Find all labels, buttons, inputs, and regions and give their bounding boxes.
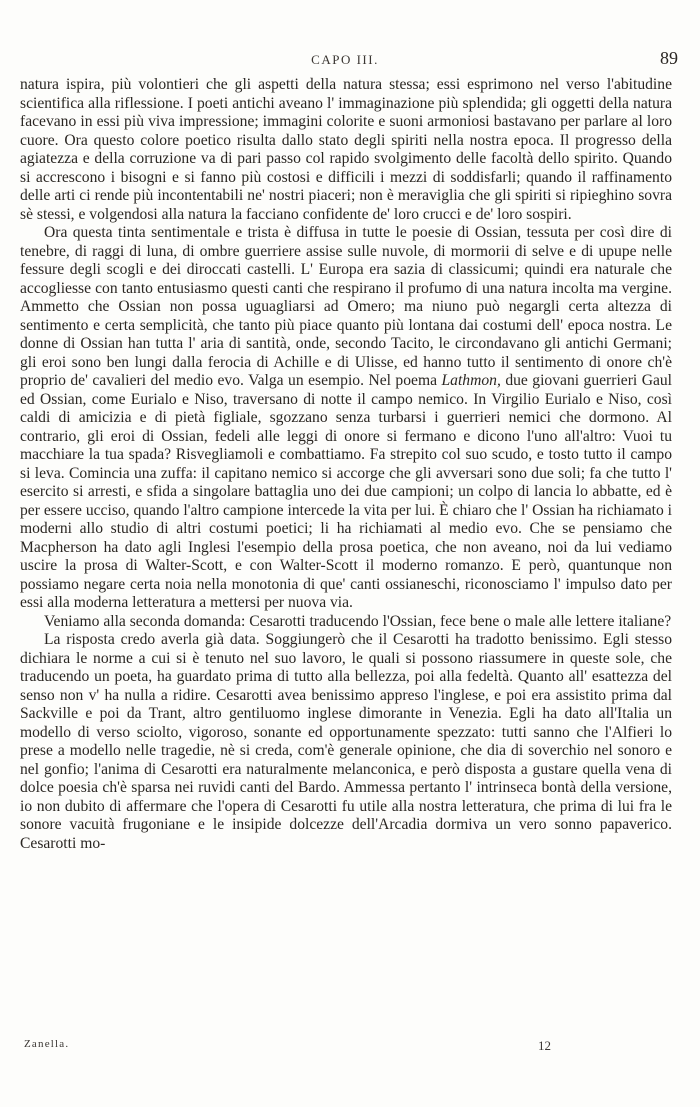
- paragraph-4: La risposta credo averla già data. Soggiungerò che il Cesarotti ha tradotto benissimo. Egli stesso dichiara le norme a cui si è tenuto nel suo lavoro, le quali si possono riassumere in queste sole, che traducendo un poeta, ha guardato prima di tutto alla bellezza, poi alla fedeltà. Quanto all' esattezza del senso non v' ha nulla a ridire. Cesarotti avea benissimo appreso l'inglese, e poi era assistito prima dal Sackville e poi da Trant, altro gentiluomo inglese dimorante in Venezia. Egli ha dato all'Italia un modello di verso sciolto, vigoroso, sonante ed opportunamente spezzato: tutti sanno che l'Alfieri lo prese a modello nelle tragedie, nè si creda, com'è generale opinione, che dia di soverchio nel sonoro e nel gonfio; l'anima di Cesarotti era naturalmente melanconica, e però disposta a gustare quella vena di dolce poesia ch'è sparsa nei ruvidi canti del Bardo. Ammessa pertanto l' intrinseca bontà della versione, io non dubito di affermare che l'opera di Cesarotti fu utile alla nostra letteratura, che prima di lui fra le sonore vacuità frugoniane e le insipide dolcezze dell'Arcadia dormiva un vero sonno papaverico. Cesarotti mo-: [20, 631, 672, 852]
- paragraph-1: natura ispira, più volontieri che gli aspetti della natura stessa; essi esprimono nel verso l'abitudine scientifica alla riflessione. I poeti antichi aveano l' immaginazione più splendida; gli oggetti della natura facevano in essi più viva impressione; immagini colorite e suoni armoniosi bastavano per parlare al loro cuore. Ora questo colore poetico risulta dallo stato degli spiriti nella nostra epoca. Il progresso della agiatezza e della corruzione va di pari passo col rapido svolgimento delle facoltà dello spirito. Quando si accrescono i bisogni e si fanno più costosi e difficili i mezzi di soddisfarli; quando il raffinamento delle arti ci rende più incontentabili ne' nostri piaceri; non è meraviglia che gli spiriti si ripieghino sovra sè stessi, e volgendosi alla natura la facciano confidente de' loro crucci e de' loro sospiri.: [20, 76, 672, 223]
- page-footer: [24, 1038, 654, 1058]
- paragraph-2-text-b: due giovani guerrieri Gaul ed Ossian, come Eurialo e Niso, traversano di notte il campo nemico. In Virgilio Eurialo e Niso, così caldi di amicizia e di pietà figliale, sgozzano senza turbarsi i guerrieri nemici che dormono. Al contrario, gli eroi di Ossian, fedeli alle leggi di onore si fermano e dicono l'uno all'altro: Vuoi tu macchiare la tua spada? Risvegliamoli e combattiamo. Fa strepito col suo scudo, e tosto tutto il campo si leva. Comincia una zuffa: il capitano nemico si accorge che gli avversari sono due soli; fa che tutto l' esercito si arresti, e sfida a singolare battaglia uno dei due campioni; un colpo di lancia lo abbatte, ed è per essere ucciso, quando l'altro campione intercede la vita per lui. È chiaro che l' Ossian ha richiamato i moderni allo studio di altri costumi poetici; li ha richiamati al medio evo. Che se pensiamo che Macpherson ha dato agli Inglesi l'esempio della prosa poetica, che non aveano, noi da lui vediamo uscire la prosa di Walter-Scott, e con Walter-Scott il moderno romanzo. E però, quantunque non possiamo negare certa noia nella monotonia di que' canti ossianeschi, riconosciamo l' impulso dato per essi alla moderna letteratura a mettersi per nuova via.: [20, 372, 673, 611]
- paragraph-2: [20, 224, 672, 613]
- page-number: 89: [660, 48, 678, 68]
- sheet-number: 12: [538, 1038, 551, 1053]
- paragraph-3: Veniamo alla seconda domanda: Cesarotti traducendo l'Ossian, fece bene o male alle lettere italiane?: [44, 612, 672, 630]
- running-head: [20, 48, 678, 72]
- chapter-title: CAPO III.: [311, 52, 379, 67]
- printer-signature: Zanella.: [24, 1038, 70, 1050]
- poem-title-italic: Lathmon,: [441, 372, 501, 389]
- body-text: [20, 76, 672, 853]
- paragraph-2-text-a: Ora questa tinta sentimentale e trista è diffusa in tutte le poesie di Ossian, tessuta per così dire di tenebre, di raggi di luna, di ombre guerriere assise sulle nuvole, di mormorii di selve e di upupe nelle fessure degli scogli e dei diroccati castelli. L' Europa era sazia di classicumi; quindi era naturale che accogliesse con tanto entusiasmo questi canti che respirano il profumo di una natura incolta ma vergine. Ammetto che Ossian non possa uguagliarsi ad Omero; ma niuno può negargli certa altezza di sentimento e certa semplicità, che tanto più piace quanto più lontana dai costumi dell' epoca nostra. Le donne di Ossian han tutta l' aria di santità, onde, secondo Tacito, le circondavano gli antichi Germani; gli eroi sono ben lungi dalla ferocia di Achille e di Ulisse, ed hanno tutto il sentimento di onore ch'è proprio de' cavalieri del medio evo. Valga un esempio. Nel poema: [20, 224, 672, 389]
